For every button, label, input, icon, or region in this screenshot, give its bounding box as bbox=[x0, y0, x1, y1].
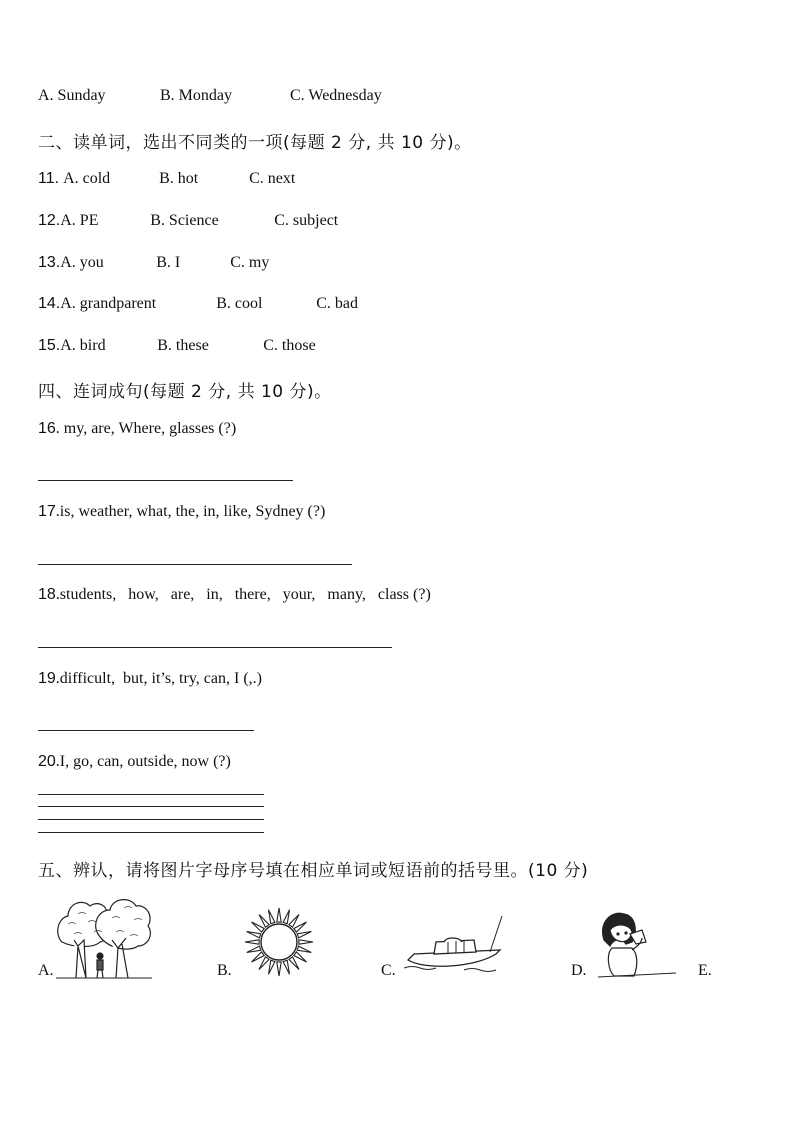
option-b: B. I bbox=[156, 254, 181, 271]
answer-line-20b[interactable] bbox=[38, 806, 264, 807]
sun-ray bbox=[277, 908, 281, 922]
section5-heading: 五、辨认，请将图片字母序号填在相应单词或短语前的括号里。(10 分) bbox=[38, 861, 589, 881]
question-text: . my, are, Where, glasses (?) bbox=[55, 420, 237, 437]
sun-ray bbox=[277, 962, 281, 976]
sun-ray bbox=[269, 960, 275, 974]
sun-ray bbox=[269, 910, 275, 924]
sun-ray bbox=[289, 915, 299, 928]
option-a: A. Sunday bbox=[38, 87, 106, 104]
option-c: C. Wednesday bbox=[290, 87, 382, 104]
question-number: 17 bbox=[38, 503, 56, 520]
option-c: C. those bbox=[263, 337, 316, 354]
picture-label-b: B. bbox=[217, 962, 232, 979]
sun-ray bbox=[259, 957, 269, 970]
answer-line-20d[interactable] bbox=[38, 832, 264, 833]
question-17 bbox=[38, 503, 325, 521]
question-18 bbox=[38, 586, 431, 604]
question-number: 15. bbox=[38, 337, 61, 354]
option-c: C. bad bbox=[316, 295, 359, 312]
answer-line-17[interactable] bbox=[38, 564, 352, 565]
sun-ray bbox=[297, 946, 311, 952]
prev-question-options bbox=[38, 87, 382, 105]
sun-ray bbox=[294, 952, 307, 962]
option-a: A. you bbox=[60, 254, 104, 271]
picture-label-d: D. bbox=[571, 962, 587, 979]
sun-ray bbox=[245, 940, 259, 944]
question-number: 14. bbox=[38, 295, 61, 312]
option-b: B. Science bbox=[150, 212, 219, 229]
question-14 bbox=[38, 295, 358, 313]
sun-ray bbox=[289, 957, 299, 970]
boat-icon bbox=[404, 914, 510, 976]
question-19 bbox=[38, 670, 262, 688]
option-a: A. PE bbox=[60, 212, 99, 229]
sun-ray bbox=[283, 960, 289, 974]
picture-label-a: A. bbox=[38, 962, 54, 979]
sun-ray bbox=[252, 952, 265, 962]
trees-icon bbox=[54, 894, 154, 980]
sun-ray bbox=[259, 915, 269, 928]
question-text: .students, how, are, in, there, your, many, class (?) bbox=[55, 586, 431, 603]
answer-line-19[interactable] bbox=[38, 730, 254, 731]
option-c: C. my bbox=[230, 254, 270, 271]
section2-heading: 二、读单词，选出不同类的一项(每题 2 分, 共 10 分)。 bbox=[38, 133, 472, 153]
question-13 bbox=[38, 254, 269, 272]
option-b: B. cool bbox=[216, 295, 263, 312]
question-16 bbox=[38, 420, 236, 438]
question-text: .I, go, can, outside, now (?) bbox=[55, 753, 231, 770]
answer-line-16[interactable] bbox=[38, 480, 293, 481]
answer-line-20a[interactable] bbox=[38, 794, 264, 795]
question-number: 18 bbox=[38, 586, 56, 603]
question-text: .difficult, but, it’s, try, can, I (,.) bbox=[55, 670, 262, 687]
girl-drinking-icon bbox=[596, 910, 678, 980]
question-20 bbox=[38, 753, 231, 771]
answer-line-18[interactable] bbox=[38, 647, 392, 648]
option-c: C. subject bbox=[274, 212, 339, 229]
question-number: 19 bbox=[38, 670, 56, 687]
question-12 bbox=[38, 212, 338, 230]
option-c: C. next bbox=[249, 170, 296, 187]
question-number: 20 bbox=[38, 753, 56, 770]
picture-label-e: E. bbox=[698, 962, 712, 979]
question-number: 11. bbox=[38, 170, 60, 187]
picture-label-c: C. bbox=[381, 962, 396, 979]
sun-ray bbox=[247, 932, 261, 938]
question-15 bbox=[38, 337, 316, 355]
sun-ray bbox=[283, 910, 289, 924]
question-number: 13. bbox=[38, 254, 61, 271]
answer-line-20c[interactable] bbox=[38, 819, 264, 820]
question-11 bbox=[38, 170, 295, 188]
option-b: B. these bbox=[157, 337, 209, 354]
sun-ray bbox=[294, 922, 307, 932]
option-a: A. grandparent bbox=[60, 295, 157, 312]
option-a: A. bird bbox=[60, 337, 106, 354]
sun-ray bbox=[252, 922, 265, 932]
sun-ray bbox=[247, 946, 261, 952]
question-number: 12. bbox=[38, 212, 61, 229]
sun-icon bbox=[243, 906, 315, 978]
sun-ray bbox=[299, 940, 313, 944]
sun-ray bbox=[297, 932, 311, 938]
question-text: .is, weather, what, the, in, like, Sydney (?) bbox=[55, 503, 326, 520]
option-b: B. Monday bbox=[160, 87, 232, 104]
option-b: B. hot bbox=[159, 170, 199, 187]
option-a: A. cold bbox=[63, 170, 111, 187]
section4-heading: 四、连词成句(每题 2 分, 共 10 分)。 bbox=[38, 382, 332, 402]
question-number: 16 bbox=[38, 420, 56, 437]
